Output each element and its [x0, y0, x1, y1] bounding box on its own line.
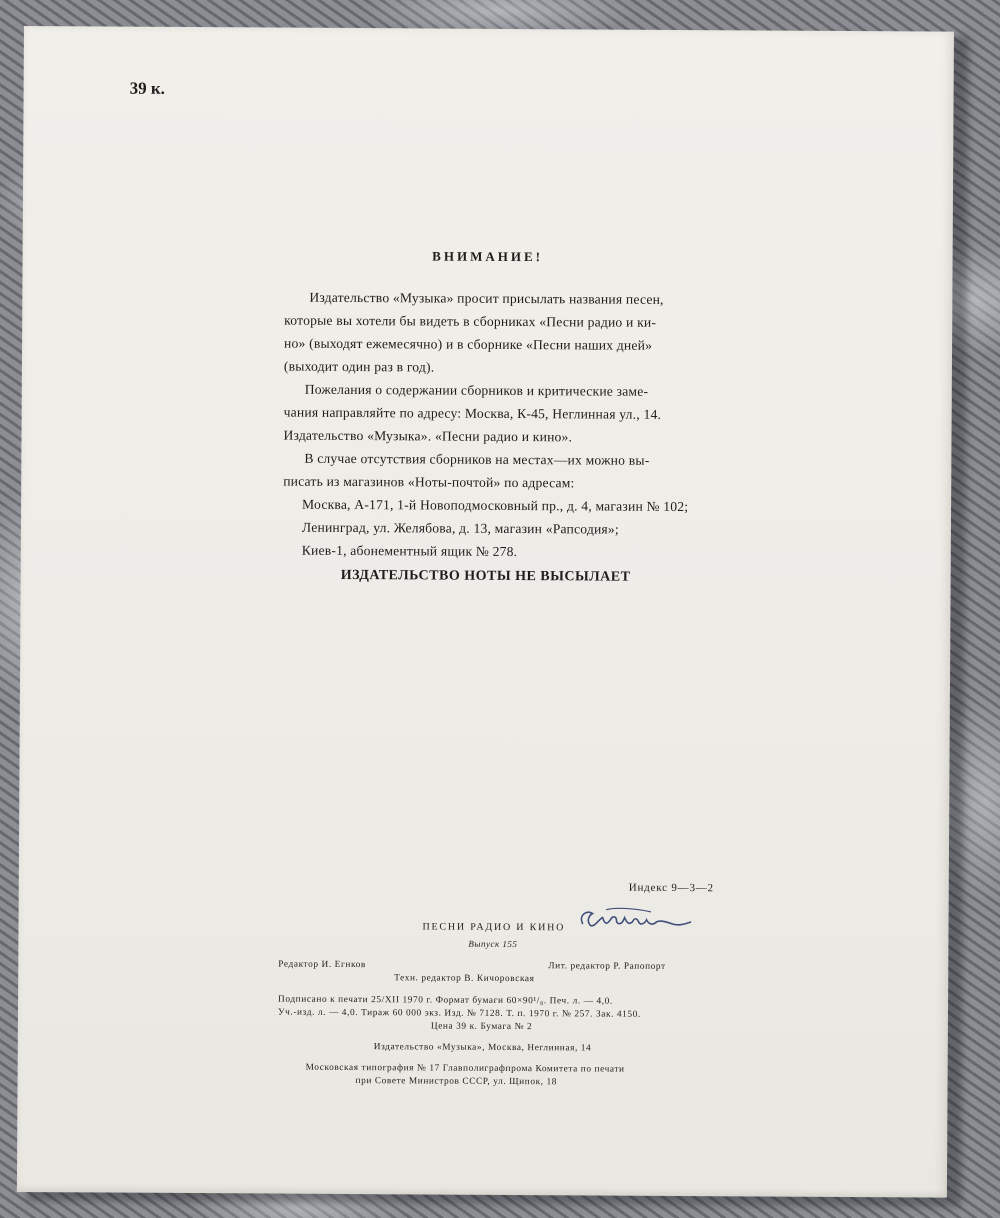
index-code: Индекс 9—3—2 [628, 881, 714, 895]
print-details: Подписано к печати 25/XII 1970 г. Формат бумаги 60×90¹/₈. Печ. л. — 4,0. [278, 994, 613, 1007]
notice-closing: ИЗДАТЕЛЬСТВО НОТЫ НЕ ВЫСЫЛАЕТ [340, 567, 631, 585]
notice-line: (выходит один раз в год). [283, 358, 435, 375]
notice-line: Издательство «Музыка» просит присылать названия песен, [309, 289, 664, 307]
series-title: ПЕСНИ РАДИО И КИНО [422, 921, 566, 934]
notice-line: Издательство «Музыка». «Песни радио и кино». [283, 427, 573, 445]
editor-credit: Редактор И. Егнков [278, 959, 366, 971]
notice-line: Киев-1, абонементный ящик № 278. [301, 542, 518, 560]
printer-info: Московская типография № 17 Главполиграфпрома Комитета по печати [305, 1062, 625, 1075]
notice-line: Ленинград, ул. Желябова, д. 13, магазин «Рапсодия»; [301, 519, 619, 537]
notice-line: В случае отсутствия сборников на местах—их можно вы- [304, 450, 650, 468]
notice-line: чания направляйте по адресу: Москва, К-45, Неглинная ул., 14. [283, 404, 662, 422]
printer-info: при Совете Министров СССР, ул. Щипок, 18 [355, 1076, 558, 1088]
price-label: 39 к. [129, 78, 165, 98]
lit-editor-credit: Лит. редактор Р. Рапопорт [548, 961, 666, 972]
price-paper-details: Цена 39 к. Бумага № 2 [430, 1021, 533, 1033]
publisher-address: Издательство «Музыка», Москва, Неглинная, 14 [373, 1042, 592, 1054]
notice-line: но» (выходят ежемесячно) и в сборнике «Песни наших дней» [284, 335, 653, 353]
notice-line: Пожелания о содержании сборников и критические заме- [304, 381, 649, 399]
notice-line: писать из магазинов «Ноты-почтой» по адресам: [283, 473, 575, 491]
issue-number: Выпуск 155 [468, 938, 518, 950]
notice-line: которые вы хотели бы видеть в сборниках «Песни радио и ки- [284, 312, 657, 330]
booklet-back-cover [17, 26, 954, 1198]
notice-heading: ВНИМАНИЕ! [432, 248, 544, 265]
tech-editor-credit: Техн. редактор В. Кичоровская [394, 973, 535, 985]
handwritten-signature [576, 901, 696, 936]
print-details: Уч.-изд. л. — 4,0. Тираж 60 000 экз. Изд. № 7128. Т. п. 1970 г. № 257. Зак. 4150. [277, 1007, 641, 1020]
notice-line: Москва, А-171, 1-й Новоподмосковный пр., д. 4, магазин № 102; [302, 496, 689, 515]
